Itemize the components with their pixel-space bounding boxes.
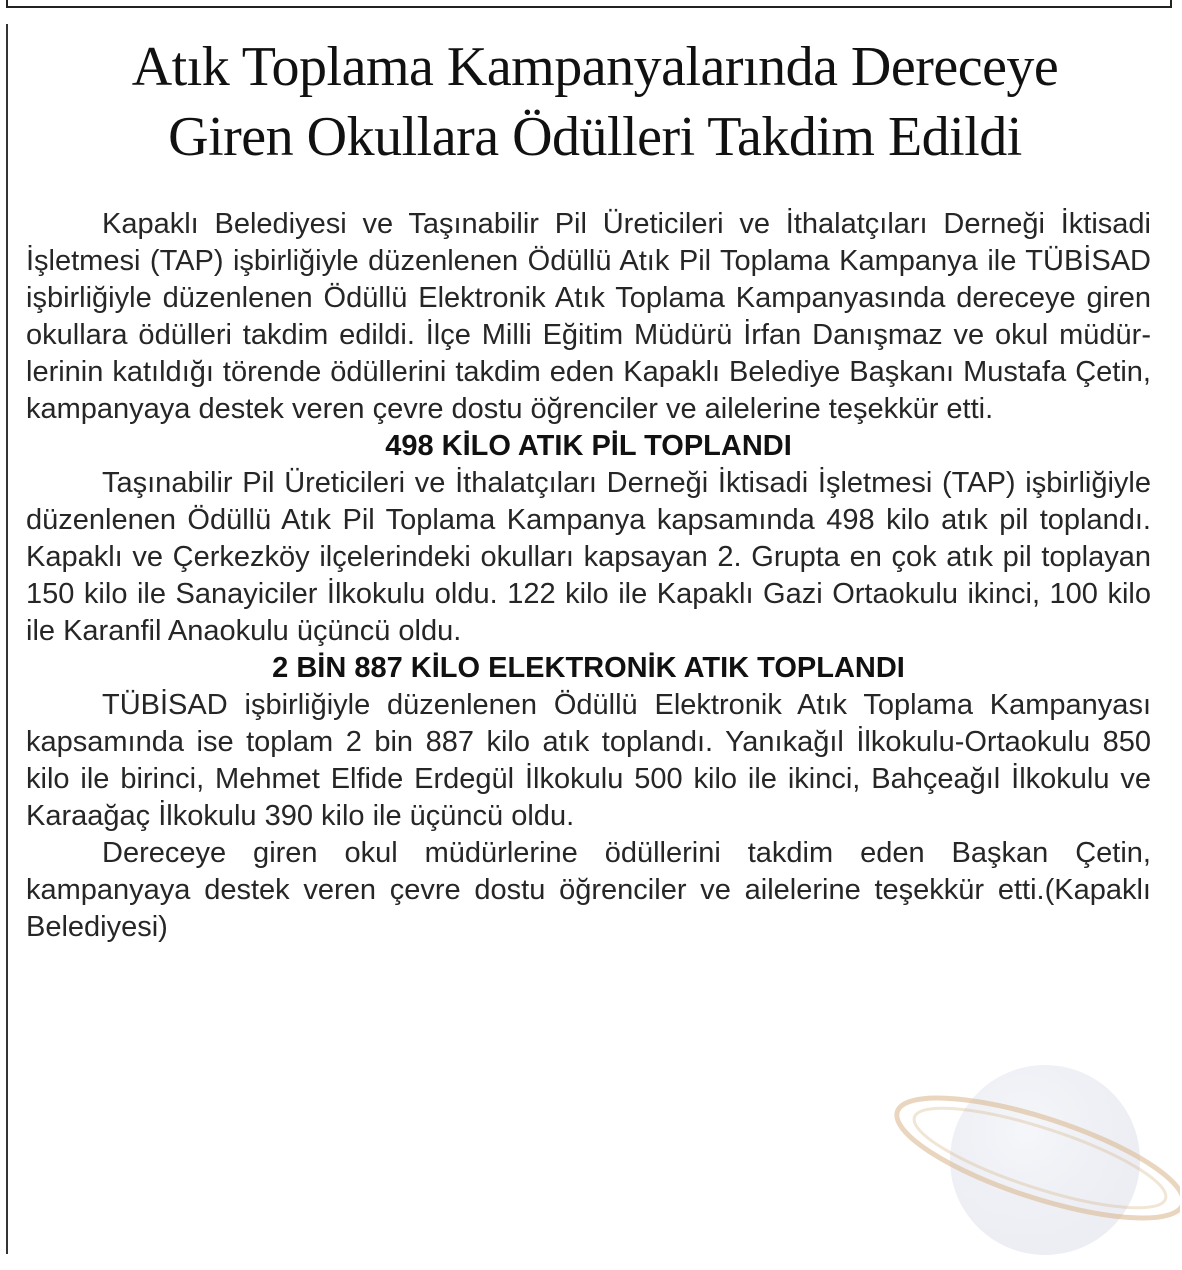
article-headline: [20, 32, 1170, 172]
headline-line-1: Atık Toplama Kampanyalarında Dereceye: [131, 36, 1059, 98]
planet-ring-icon: [880, 1040, 1180, 1270]
battery-subheading: 498 KİLO ATIK PİL TOPLANDI: [385, 430, 792, 462]
closing-paragraph: Dereceye giren okul müdürlerine ödüllerini takdim eden Başkan Çetin, kampanyaya destek veren çevre dostu öğrenciler ve ailelerine teşekkür etti.(Kapaklı Belediyesi): [26, 837, 1151, 943]
intro-paragraph: Kapaklı Belediyesi ve Taşınabilir Pil Üreticileri ve İthalatçıları Derneği İktisadi İşletmesi (TAP) işbirliğiyle düzenlenen Ödüllü Atık Pil Toplama Kampanya ile TÜBİSAD işbirliğiyle düzenlenen Ödüllü Elektronik Atık Toplama Kampanyasında dereceye giren okullara ödülleri takdim edildi. İlçe Milli Eğitim Müdürü İrfan Danışmaz ve okul müdürlerinin katıldığı törende ödüllerini takdim eden Kapaklı Belediye Başkanı Mustafa Çetin, kampanyaya destek veren çevre dostu öğrenciler ve ailelerine teşekkür etti.: [26, 208, 1151, 425]
headline-line-2: Giren Okullara Ödülleri Takdim Edildi: [168, 106, 1022, 168]
electronic-paragraph: TÜBİSAD işbirliğiyle düzenlenen Ödüllü Elektronik Atık Toplama Kampanyası kapsamında ise toplam 2 bin 887 kilo atık toplandı. Yanıkağıl İlkokulu-Ortaokulu 850 kilo ile birinci, Mehmet Elfide Erdegül İlkokulu 500 kilo ile ikinci, Bahçeağıl İlkokulu ve Karaağaç İlkokulu 390 kilo ile üçüncü oldu.: [26, 689, 1151, 832]
electronic-subheading: 2 BİN 887 KİLO ELEKTRONİK ATIK TOPLANDI: [272, 652, 905, 684]
battery-paragraph: Taşınabilir Pil Üreticileri ve İthalatçıları Derneği İktisadi İşletmesi (TAP) işbirliğiyle düzenlenen Ödüllü Atık Pil Toplama Kampanya kapsamında 498 kilo atık pil toplandı. Kapaklı ve Çerkezköy ilçelerindeki okulları kapsayan 2. Grupta en çok atık pil toplayan 150 kilo ile Sanayiciler İlkokulu oldu. 122 kilo ile Kapaklı Gazi Ortaokulu ikinci, 100 kilo ile Karanfil Anaokulu üçüncü oldu.: [26, 467, 1151, 647]
article-body: [26, 206, 1151, 946]
page-frame-top: [6, 0, 1172, 8]
column-rule: [6, 24, 8, 1254]
